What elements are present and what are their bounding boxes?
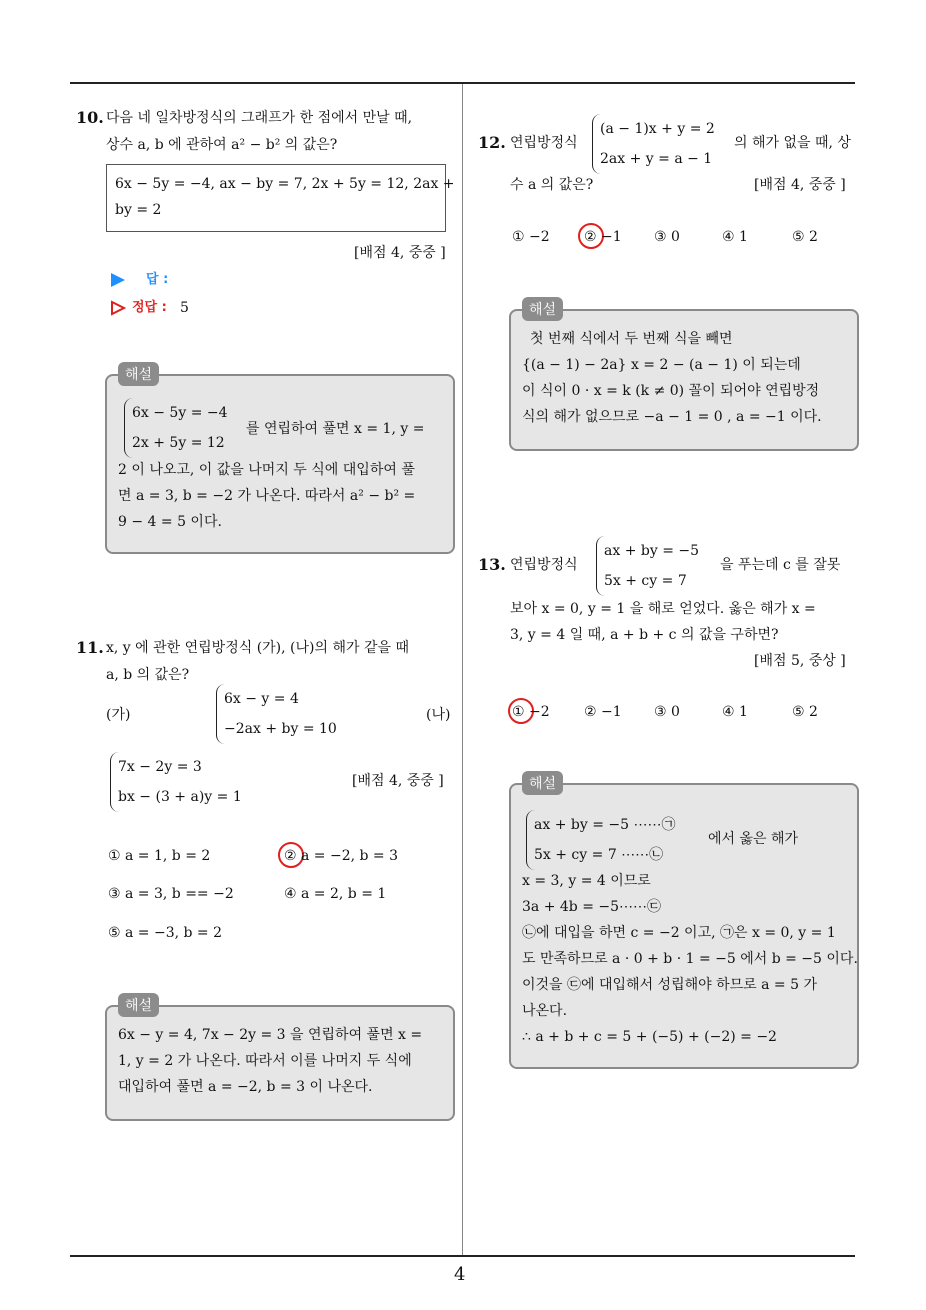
q10-box-line2: by = 2 <box>115 202 162 218</box>
q11-number: 11. <box>76 638 104 657</box>
q11-expl-line1: 6x − y = 4, 7x − 2y = 3 을 연립하여 풀면 x = <box>118 1027 423 1043</box>
page-number: 4 <box>454 1264 466 1285</box>
q13-option-2[interactable]: ② −1 <box>584 704 622 720</box>
q13-score: [배점 5, 중상 ] <box>754 653 846 669</box>
q11-system-b <box>110 752 242 812</box>
q13-number: 13. <box>478 555 506 574</box>
q12-option-2[interactable]: ② −1 <box>584 229 622 245</box>
q10-question-line2: 상수 a, b 에 관하여 a² − b² 의 값은? <box>106 137 338 153</box>
q13-expl-line7: 이것을 ㉢에 대입해서 성립해야 하므로 a = 5 가 <box>522 977 817 993</box>
q11-explanation-tag: 해설 <box>118 993 159 1017</box>
q11-label-ga: (가) <box>106 707 131 723</box>
q12-expl-line4: 식의 해가 없으므로 −a − 1 = 0 , a = −1 이다. <box>522 409 822 425</box>
q12-suffix: 의 해가 없을 때, 상 <box>734 135 851 151</box>
q10-expl-line4: 면 a = 3, b = −2 가 나온다. 따라서 a² − b² = <box>118 488 416 504</box>
q12-number: 12. <box>478 133 506 152</box>
q12-sys-eq1: (a − 1)x + y = 2 <box>600 121 715 137</box>
q13-option-5[interactable]: ⑤ 2 <box>792 704 818 720</box>
q11-label-na: (나) <box>426 707 451 723</box>
q10-expl-sys-eq2: 2x + 5y = 12 <box>132 435 225 451</box>
q13-expl-line4: 3a + 4b = −5⋯⋯㉢ <box>522 899 662 915</box>
q10-question-line1: 다음 네 일차방정식의 그래프가 한 점에서 만날 때, <box>106 110 413 126</box>
q13-sys-eq2: 5x + cy = 7 <box>604 573 687 589</box>
q11-score: [배점 4, 중중 ] <box>352 773 444 789</box>
q11-system-a <box>216 684 337 744</box>
q13-prefix: 연립방정식 <box>510 557 578 573</box>
q13-expl-after-system: 에서 옳은 해가 <box>708 831 799 847</box>
q10-explanation-tag: 해설 <box>118 362 159 386</box>
q10-number: 10. <box>76 108 104 127</box>
q13-expl-sys-eq1: ax + by = −5 ⋯⋯㉠ <box>534 817 676 833</box>
q13-expl-line6: 도 만족하므로 a · 0 + b · 1 = −5 에서 b = −5 이다. <box>522 951 858 967</box>
q12-option-5[interactable]: ⑤ 2 <box>792 229 818 245</box>
q10-box-line1: 6x − 5y = −4, ax − by = 7, 2x + 5y = 12, 2ax + <box>115 176 455 192</box>
q13-explanation-tag: 해설 <box>522 771 563 795</box>
q10-score: [배점 4, 중중 ] <box>354 245 446 261</box>
q11-option-1[interactable]: ① a = 1, b = 2 <box>108 848 211 864</box>
q13-option-4[interactable]: ④ 1 <box>722 704 748 720</box>
q12-system <box>592 114 715 174</box>
q12-score: [배점 4, 중중 ] <box>754 177 846 193</box>
q13-expl-line3: x = 3, y = 4 이므로 <box>522 873 651 889</box>
q13-expl-line9: ∴ a + b + c = 5 + (−5) + (−2) = −2 <box>522 1029 777 1045</box>
q11-expl-line2: 1, y = 2 가 나온다. 따라서 이를 나머지 두 식에 <box>118 1053 412 1069</box>
q12-expl-line2: {(a − 1) − 2a} x = 2 − (a − 1) 이 되는데 <box>522 357 801 373</box>
q10-correct-value: 5 <box>180 300 189 316</box>
q12-expl-line1: 첫 번째 식에서 두 번째 식을 빼면 <box>530 331 733 347</box>
q13-expl-line5: ㉡에 대입을 하면 c = −2 이고, ㉠은 x = 0, y = 1 <box>522 925 836 941</box>
q11-option-5[interactable]: ⑤ a = −3, b = 2 <box>108 925 223 941</box>
q10-expl-after-system: 를 연립하여 풀면 x = 1, y = <box>246 421 425 437</box>
q10-expl-line3: 2 이 나오고, 이 값을 나머지 두 식에 대입하여 풀 <box>118 462 415 478</box>
q13-option-3[interactable]: ③ 0 <box>654 704 680 720</box>
q11-sysA-eq2: −2ax + by = 10 <box>224 721 337 737</box>
q11-question-line1: x, y 에 관한 연립방정식 (가), (나)의 해가 같을 때 <box>106 640 409 656</box>
q12-sys-eq2: 2ax + y = a − 1 <box>600 151 713 167</box>
q12-question-line2: 수 a 의 값은? <box>510 177 594 193</box>
play-arrow-icon <box>110 272 126 288</box>
q10-explanation-system <box>124 398 228 458</box>
q11-option-3[interactable]: ③ a = 3, b == −2 <box>108 886 234 902</box>
q13-option-1[interactable]: ① −2 <box>512 704 550 720</box>
q12-expl-line3: 이 식이 0 · x = k (k ≠ 0) 꼴이 되어야 연립방정 <box>522 383 820 399</box>
q13-question-line3: 3, y = 4 일 때, a + b + c 의 값을 구하면? <box>510 627 779 643</box>
q10-answer-label: 답 : <box>146 272 169 287</box>
q10-expl-line5: 9 − 4 = 5 이다. <box>118 514 222 530</box>
q13-explanation-system <box>526 810 675 870</box>
q13-question-line2: 보아 x = 0, y = 1 을 해로 얻었다. 옳은 해가 x = <box>510 601 816 617</box>
q13-suffix: 을 푸는데 c 를 잘못 <box>720 557 841 573</box>
q11-expl-line3: 대입하여 풀면 a = −2, b = 3 이 나온다. <box>118 1079 373 1095</box>
q12-option-3[interactable]: ③ 0 <box>654 229 680 245</box>
q13-expl-sys-eq2: 5x + cy = 7 ⋯⋯㉡ <box>534 847 664 863</box>
q12-option-1[interactable]: ① −2 <box>512 229 550 245</box>
q11-sysA-eq1: 6x − y = 4 <box>224 691 299 707</box>
q11-sysB-eq2: bx − (3 + a)y = 1 <box>118 789 242 805</box>
bottom-rule <box>70 1255 855 1257</box>
q10-expl-sys-eq1: 6x − 5y = −4 <box>132 405 228 421</box>
q10-equation-box <box>106 164 455 232</box>
q11-option-4[interactable]: ④ a = 2, b = 1 <box>284 886 387 902</box>
q13-system <box>596 536 699 596</box>
column-divider <box>462 84 463 1256</box>
q12-option-4[interactable]: ④ 1 <box>722 229 748 245</box>
q10-correct-label: 정답 : <box>132 300 167 315</box>
q12-explanation-tag: 해설 <box>522 297 563 321</box>
outline-triangle-icon <box>110 300 126 316</box>
q11-option-2[interactable]: ② a = −2, b = 3 <box>284 848 399 864</box>
q12-prefix: 연립방정식 <box>510 135 578 151</box>
q11-question-line2: a, b 의 값은? <box>106 667 190 683</box>
q11-sysB-eq1: 7x − 2y = 3 <box>118 759 202 775</box>
q13-expl-line8: 나온다. <box>522 1003 568 1019</box>
q13-sys-eq1: ax + by = −5 <box>604 543 700 559</box>
